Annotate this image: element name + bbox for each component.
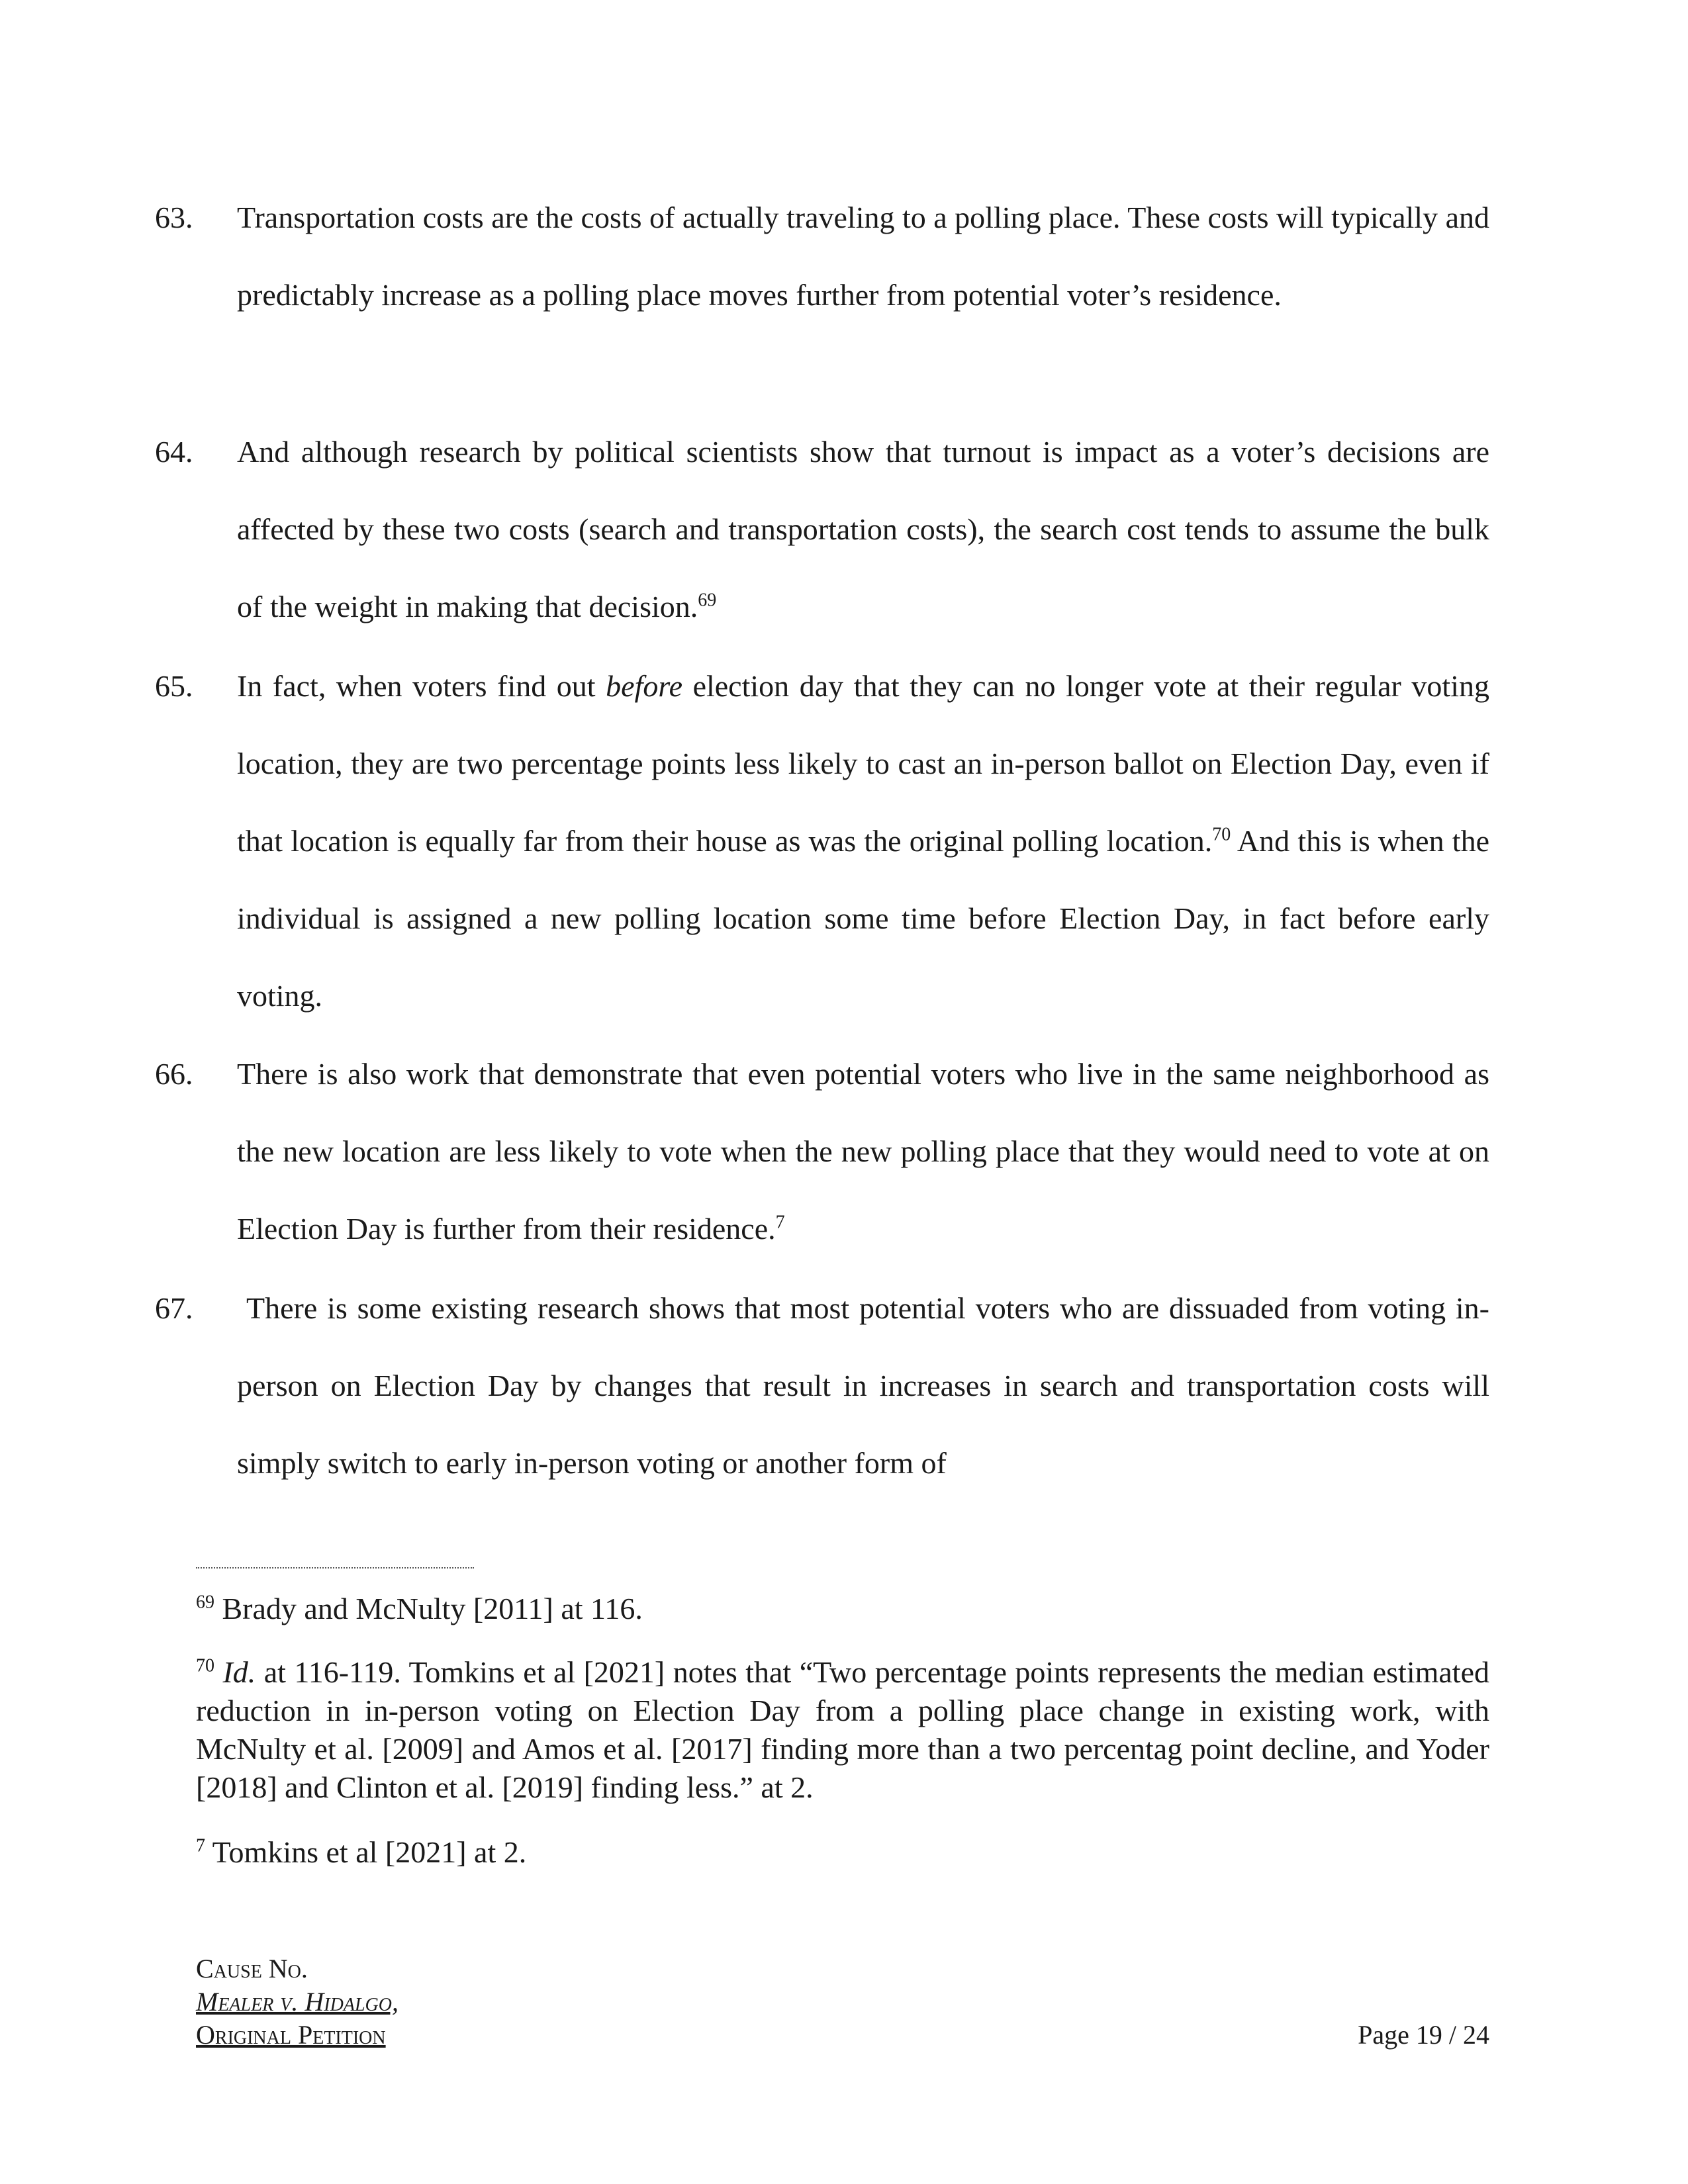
footnote-reference[interactable]: 69 (698, 590, 717, 611)
footnote-separator (196, 1567, 474, 1569)
paragraph-text: In fact, when voters find out (237, 669, 606, 703)
footnote-reference[interactable]: 70 (1212, 824, 1231, 845)
emphasized-text: before (606, 669, 682, 703)
paragraph-text: Transportation costs are the costs of actually traveling to a polling place. These costs will typically and predictably increase as a polling place moves further from potential voter’s residence. (237, 201, 1489, 312)
paragraph-number: 67. (155, 1291, 193, 1325)
case-caption: Mealer v. Hidalgo, (196, 1987, 399, 2017)
footnote-text: Brady and McNulty [2011] at 116. (214, 1592, 643, 1625)
footnote-marker: 69 (196, 1592, 214, 1613)
paragraph-text: And this is when the individual is assigned a new polling location some time before Election Day, in fact before early voting. (237, 824, 1489, 1013)
paragraph-number: 63. (155, 201, 193, 234)
paragraph-text: And although research by political scientists show that turnout is impact as a voter’s decisions are affected by these two costs (search and transportation costs), the search cost tends to assume the bulk of the weight in making that decision. (237, 435, 1489, 623)
page-number: Page 19 / 24 (1358, 2020, 1489, 2050)
paragraph-text: There is some existing research shows that most potential voters who are dissuaded from voting in-person on Election Day by changes that result in increases in search and transportation costs will simply switch to early in-person voting or another form of (237, 1291, 1489, 1480)
footnote-7 (196, 1833, 1489, 1872)
paragraph-number: 65. (155, 669, 193, 703)
footnote-text: Tomkins et al [2021] at 2. (205, 1835, 527, 1869)
document-title: Original Petition (196, 2020, 386, 2050)
cause-number: Cause No. (196, 1954, 308, 1983)
footnote-reference[interactable]: 7 (775, 1212, 785, 1233)
paragraph-text: There is also work that demonstrate that even potential voters who live in the same neighborhood as the new location are less likely to vote when the new polling place that they would need to vote at on Election Day is further from their residence. (237, 1057, 1489, 1246)
footnote-marker: 7 (196, 1835, 205, 1856)
paragraph-text: election day that they can no longer vote at their regular voting location, they are two percentage points less likely to cast an in-person ballot on Election Day, even if that location is equally far from their house as was the original polling location. (237, 669, 1489, 858)
footnote-69 (196, 1590, 1489, 1628)
paragraph-64 (155, 413, 1489, 645)
paragraph-65 (155, 647, 1489, 1034)
footnote-text: at 116-119. Tomkins et al [2021] notes that “Two percentage points represents the median estimated reduction in in-person voting on Election Day from a polling place change in existing work, with McNulty et al. [2009] and Amos et al. [2017] finding more than a two percentag point decline, and Yoder [2018] and Clinton et al. [2019] finding less.” at 2. (196, 1655, 1490, 1804)
footnote-70 (196, 1653, 1489, 1807)
paragraph-66 (155, 1035, 1489, 1267)
footnote-emphasis: Id. (222, 1655, 256, 1689)
paragraph-67 (155, 1269, 1489, 1502)
paragraph-63 (155, 179, 1489, 334)
footnote-marker: 70 (196, 1655, 214, 1676)
paragraph-number: 66. (155, 1057, 193, 1091)
paragraph-number: 64. (155, 435, 193, 469)
document-footer (196, 1952, 399, 2052)
